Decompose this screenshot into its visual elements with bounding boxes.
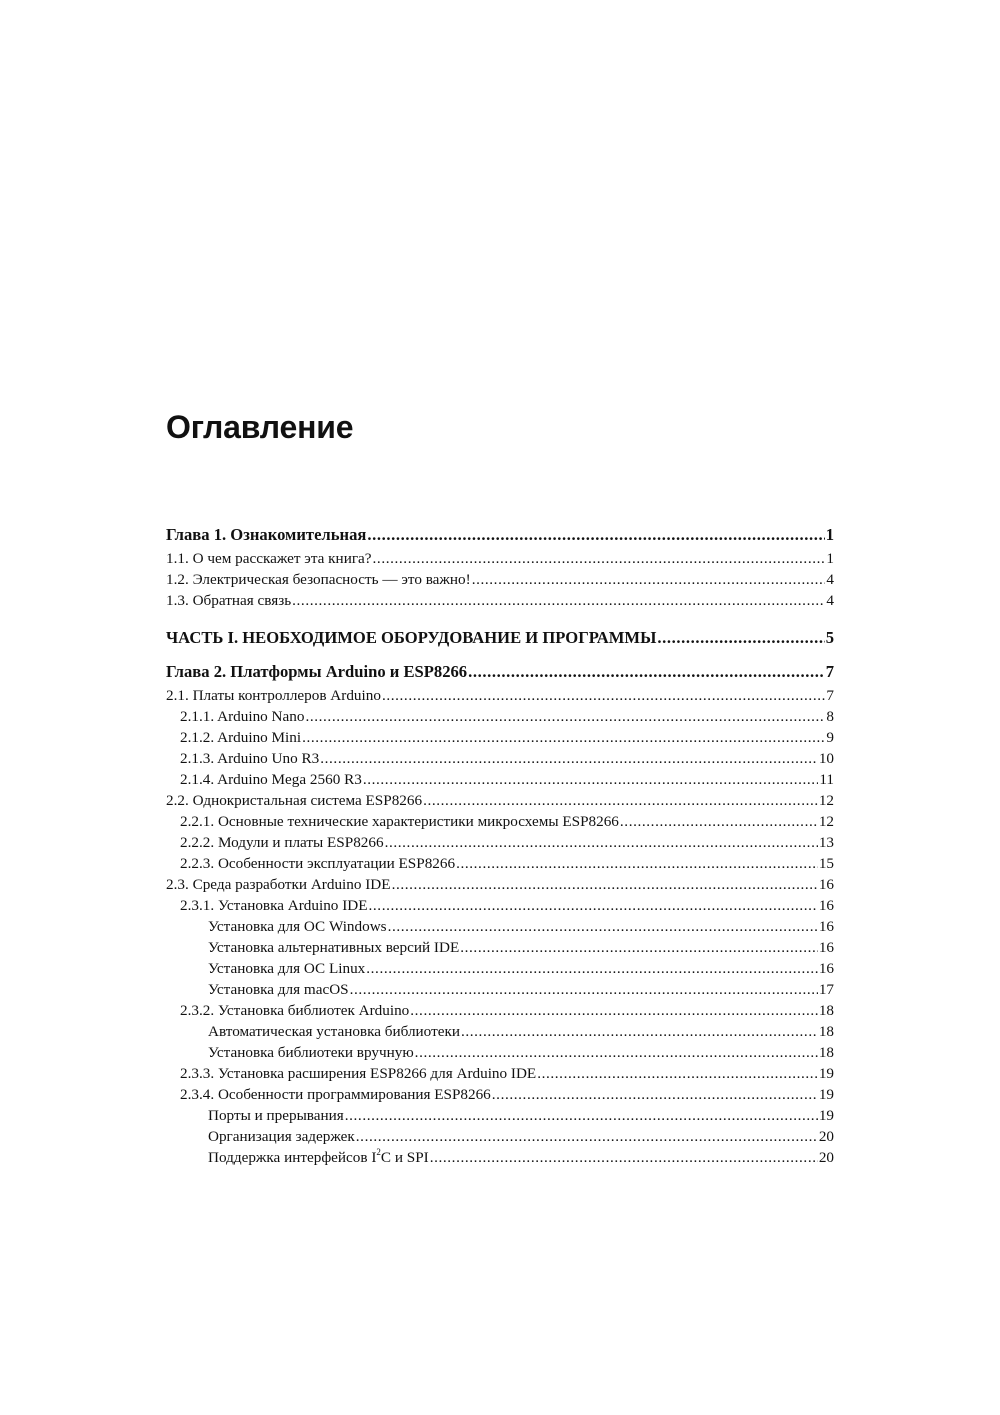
toc-entry-label: 2.3.1. Установка Arduino IDE <box>180 897 368 914</box>
toc-entry-label: 2.2.2. Модули и платы ESP8266 <box>180 834 384 851</box>
toc-entry-page-number: 16 <box>818 876 834 893</box>
toc-entry-label: 2.1.4. Arduino Mega 2560 R3 <box>180 771 362 788</box>
table-of-contents <box>166 522 834 1168</box>
dot-leader <box>369 895 818 916</box>
toc-entry[interactable] <box>166 1021 834 1042</box>
dot-leader <box>456 853 818 874</box>
dot-leader <box>382 685 825 706</box>
page-title: Оглавление <box>166 409 354 446</box>
toc-entry[interactable] <box>166 706 834 727</box>
dot-leader <box>302 727 825 748</box>
toc-entry-page-number: 16 <box>818 960 834 977</box>
toc-entry-label: 2.1.1. Arduino Nano <box>180 708 305 725</box>
toc-entry[interactable] <box>166 685 834 706</box>
toc-entry[interactable] <box>166 937 834 958</box>
toc-entry-page-number: 18 <box>818 1002 834 1019</box>
dot-leader <box>385 832 818 853</box>
dot-leader <box>430 1147 818 1168</box>
toc-entry-page-number: 12 <box>818 792 834 809</box>
toc-entry-label: 2.3.3. Установка расширения ESP8266 для Arduino IDE <box>180 1065 537 1082</box>
toc-entry[interactable] <box>166 727 834 748</box>
dot-leader <box>468 659 825 685</box>
toc-entry[interactable] <box>166 790 834 811</box>
toc-entry-label: Установка альтернативных версий IDE <box>208 939 460 956</box>
toc-entry-page-number: 20 <box>818 1149 834 1166</box>
toc-entry-label: 2.2. Однокристальная система ESP8266 <box>166 792 423 809</box>
toc-entry[interactable] <box>166 1105 834 1126</box>
toc-entry-page-number: 4 <box>826 592 834 609</box>
toc-entry-label: 1.3. Обратная связь <box>166 592 292 609</box>
dot-leader <box>350 979 818 1000</box>
dot-leader <box>657 625 824 651</box>
toc-entry-label: 1.1. О чем расскажет эта книга? <box>166 550 372 567</box>
toc-entry-page-number: 10 <box>818 750 834 767</box>
toc-entry-label: ЧАСТЬ I. НЕОБХОДИМОЕ ОБОРУДОВАНИЕ И ПРОГРАММЫ <box>166 628 657 647</box>
toc-entry[interactable] <box>166 625 834 651</box>
dot-leader <box>461 1021 818 1042</box>
toc-entry[interactable] <box>166 916 834 937</box>
toc-entry-page-number: 16 <box>818 939 834 956</box>
toc-entry-label: Установка для macOS <box>208 981 349 998</box>
toc-entry[interactable] <box>166 590 834 611</box>
toc-entry[interactable] <box>166 853 834 874</box>
toc-entry-label: Поддержка интерфейсов $I^2C$ и SPI <box>208 1146 429 1166</box>
toc-entry-page-number: 12 <box>818 813 834 830</box>
toc-entry-label: 2.3. Среда разработки Arduino IDE <box>166 876 391 893</box>
toc-entry-label: Глава 1. Ознакомительная <box>166 525 367 544</box>
toc-entry-page-number: 1 <box>826 550 834 567</box>
toc-entry[interactable] <box>166 1147 834 1168</box>
toc-entry-page-number: 7 <box>825 662 834 681</box>
toc-entry[interactable] <box>166 1084 834 1105</box>
toc-entry-page-number: 7 <box>826 687 834 704</box>
toc-entry[interactable] <box>166 1126 834 1147</box>
toc-entry-page-number: 19 <box>818 1086 834 1103</box>
toc-entry-page-number: 19 <box>818 1107 834 1124</box>
dot-leader <box>620 811 818 832</box>
dot-leader <box>472 569 826 590</box>
dot-leader <box>373 548 826 569</box>
toc-entry-label: Автоматическая установка библиотеки <box>208 1023 460 1040</box>
toc-entry-label: Порты и прерывания <box>208 1107 344 1124</box>
dot-leader <box>363 769 819 790</box>
dot-leader <box>392 874 818 895</box>
toc-entry-label: 2.1.3. Arduino Uno R3 <box>180 750 320 767</box>
toc-entry-label: Глава 2. Платформы Arduino и ESP8266 <box>166 662 468 681</box>
toc-entry-page-number: 17 <box>818 981 834 998</box>
dot-leader <box>345 1105 818 1126</box>
toc-entry-label: 1.2. Электрическая безопасность — это важно! <box>166 571 471 588</box>
toc-entry[interactable] <box>166 1000 834 1021</box>
toc-entry-page-number: 20 <box>818 1128 834 1145</box>
toc-entry-label: 2.2.3. Особенности эксплуатации ESP8266 <box>180 855 456 872</box>
toc-entry-label: 2.3.2. Установка библиотек Arduino <box>180 1002 410 1019</box>
dot-leader <box>320 748 818 769</box>
toc-entry[interactable] <box>166 958 834 979</box>
toc-entry[interactable] <box>166 569 834 590</box>
toc-entry-page-number: 1 <box>825 525 834 544</box>
dot-leader <box>292 590 825 611</box>
toc-entry[interactable] <box>166 874 834 895</box>
toc-entry[interactable] <box>166 832 834 853</box>
toc-entry-label: 2.3.4. Особенности программирования ESP8266 <box>180 1086 491 1103</box>
dot-leader <box>305 706 825 727</box>
toc-entry-label: 2.1. Платы контроллеров Arduino <box>166 687 381 704</box>
toc-entry-label: Организация задержек <box>208 1128 355 1145</box>
toc-entry[interactable] <box>166 522 834 548</box>
toc-entry-label: 2.1.2. Arduino Mini <box>180 729 302 746</box>
dot-leader <box>423 790 818 811</box>
dot-leader <box>410 1000 818 1021</box>
toc-entry-page-number: 11 <box>819 771 834 788</box>
toc-entry-label: Установка для ОС Linux <box>208 960 366 977</box>
toc-entry-page-number: 16 <box>818 918 834 935</box>
toc-entry[interactable] <box>166 979 834 1000</box>
toc-entry-page-number: 9 <box>826 729 834 746</box>
dot-leader <box>492 1084 818 1105</box>
toc-entry[interactable] <box>166 548 834 569</box>
toc-entry-page-number: 16 <box>818 897 834 914</box>
toc-entry-page-number: 4 <box>826 571 834 588</box>
toc-entry-page-number: 18 <box>818 1023 834 1040</box>
toc-entry[interactable] <box>166 1063 834 1084</box>
dot-leader <box>537 1063 818 1084</box>
toc-entry[interactable] <box>166 895 834 916</box>
toc-entry[interactable] <box>166 811 834 832</box>
toc-entry-label: Установка библиотеки вручную <box>208 1044 414 1061</box>
toc-entry[interactable] <box>166 1042 834 1063</box>
toc-entry-page-number: 19 <box>818 1065 834 1082</box>
toc-entry-label: 2.2.1. Основные технические характеристики микросхемы ESP8266 <box>180 813 619 830</box>
dot-leader <box>388 916 818 937</box>
toc-entry[interactable] <box>166 769 834 790</box>
toc-entry-page-number: 13 <box>818 834 834 851</box>
toc-entry-page-number: 8 <box>826 708 834 725</box>
dot-leader <box>356 1126 818 1147</box>
toc-entry-page-number: 15 <box>818 855 834 872</box>
toc-entry[interactable] <box>166 659 834 685</box>
toc-entry-label: Установка для ОС Windows <box>208 918 387 935</box>
dot-leader <box>415 1042 818 1063</box>
toc-entry-page-number: 5 <box>825 628 834 647</box>
dot-leader <box>460 937 818 958</box>
dot-leader <box>366 958 818 979</box>
toc-entry[interactable] <box>166 748 834 769</box>
dot-leader <box>367 522 824 548</box>
toc-entry-page-number: 18 <box>818 1044 834 1061</box>
